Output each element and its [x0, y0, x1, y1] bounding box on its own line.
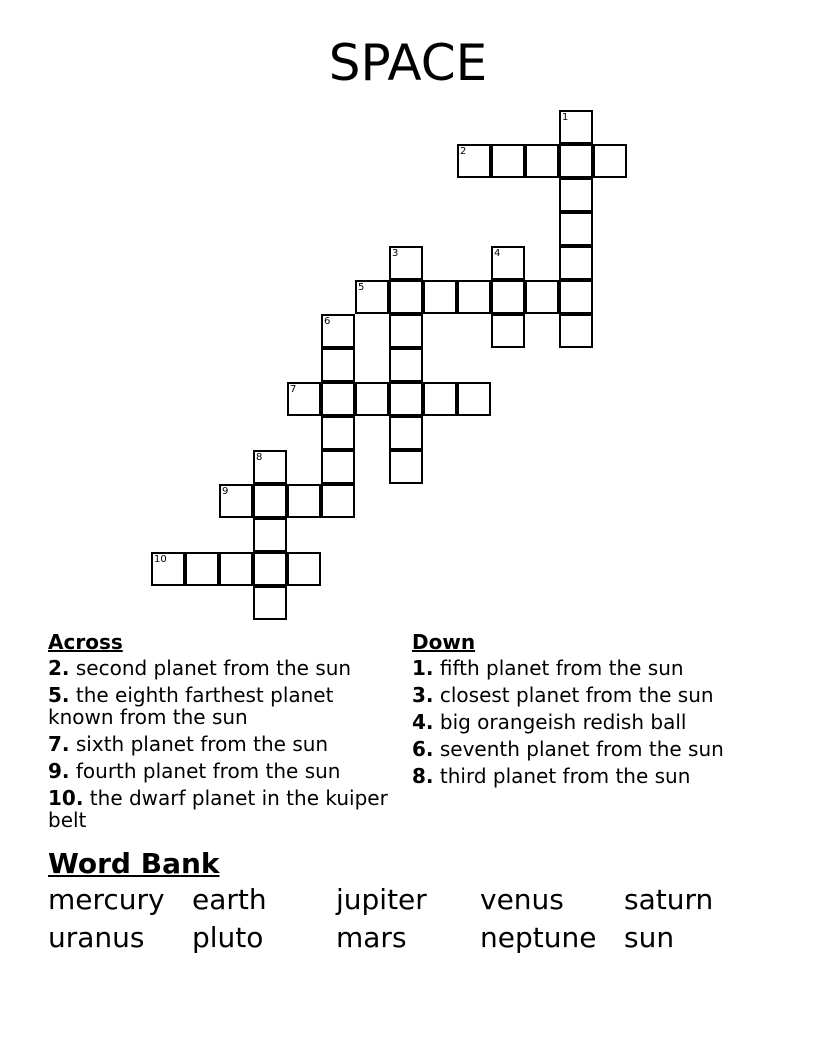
grid-cell[interactable] — [355, 382, 389, 416]
across-clue — [48, 760, 393, 782]
grid-cell[interactable] — [287, 484, 321, 518]
clue-number: 5. — [48, 683, 70, 707]
clue-number: 9. — [48, 759, 70, 783]
word-bank-word: jupiter — [336, 883, 427, 916]
down-clues — [412, 630, 757, 792]
puzzle-title: SPACE — [328, 34, 488, 92]
word-bank-word: venus — [480, 883, 564, 916]
down-clue — [412, 711, 757, 733]
grid-cell[interactable] — [321, 484, 355, 518]
clue-text: fifth planet from the sun — [439, 656, 684, 680]
grid-cell[interactable] — [321, 416, 355, 450]
clue-number: 2. — [48, 656, 70, 680]
word-bank-word: sun — [624, 921, 675, 954]
grid-cell[interactable] — [457, 280, 491, 314]
grid-cell[interactable] — [253, 484, 287, 518]
grid-cell[interactable] — [389, 314, 423, 348]
clue-text: the eighth farthest planet known from the sun — [48, 683, 334, 729]
grid-cell[interactable] — [457, 144, 491, 178]
grid-cell[interactable] — [287, 382, 321, 416]
grid-cell[interactable] — [253, 450, 287, 484]
clue-number: 4. — [412, 710, 434, 734]
cell-number: 7 — [290, 384, 297, 395]
grid-cell[interactable] — [185, 552, 219, 586]
word-bank-word: earth — [192, 883, 267, 916]
grid-cell[interactable] — [321, 348, 355, 382]
cell-number: 3 — [392, 248, 399, 259]
grid-cell[interactable] — [457, 382, 491, 416]
grid-cell[interactable] — [491, 144, 525, 178]
clue-text: the dwarf planet in the kuiper belt — [48, 786, 388, 832]
grid-cell[interactable] — [525, 144, 559, 178]
down-clue — [412, 657, 757, 679]
grid-cell[interactable] — [253, 586, 287, 620]
grid-cell[interactable] — [389, 416, 423, 450]
grid-cell[interactable] — [559, 246, 593, 280]
grid-cell[interactable] — [253, 552, 287, 586]
down-heading: Down — [412, 630, 476, 654]
clue-number: 10. — [48, 786, 84, 810]
grid-cell[interactable] — [321, 450, 355, 484]
across-heading: Across — [48, 630, 123, 654]
grid-cell[interactable] — [389, 450, 423, 484]
word-bank-word: neptune — [480, 921, 597, 954]
clue-text: third planet from the sun — [439, 764, 691, 788]
down-clue — [412, 738, 757, 760]
grid-cell[interactable] — [423, 280, 457, 314]
across-clue — [48, 657, 393, 679]
across-clue — [48, 684, 393, 728]
clue-number: 7. — [48, 732, 70, 756]
clue-number: 8. — [412, 764, 434, 788]
grid-cell[interactable] — [389, 382, 423, 416]
grid-cell[interactable] — [219, 484, 253, 518]
down-clue — [412, 765, 757, 787]
cell-number: 8 — [256, 452, 263, 463]
grid-cell[interactable] — [491, 314, 525, 348]
grid-cell[interactable] — [389, 246, 423, 280]
word-bank-word: saturn — [624, 883, 714, 916]
word-bank-word: uranus — [48, 921, 145, 954]
clue-number: 3. — [412, 683, 434, 707]
grid-cell[interactable] — [321, 382, 355, 416]
cell-number: 4 — [494, 248, 501, 259]
grid-cell[interactable] — [559, 178, 593, 212]
cell-number: 6 — [324, 316, 331, 327]
grid-cell[interactable] — [593, 144, 627, 178]
cell-number: 10 — [154, 554, 167, 565]
across-clue — [48, 787, 393, 831]
grid-cell[interactable] — [219, 552, 253, 586]
across-clues — [48, 630, 393, 836]
cell-number: 1 — [562, 112, 569, 123]
grid-cell[interactable] — [491, 280, 525, 314]
grid-cell[interactable] — [389, 348, 423, 382]
word-bank-word: mars — [336, 921, 407, 954]
across-clue — [48, 733, 393, 755]
grid-cell[interactable] — [423, 382, 457, 416]
clue-text: fourth planet from the sun — [75, 759, 341, 783]
grid-cell[interactable] — [525, 280, 559, 314]
clue-text: big orangeish redish ball — [439, 710, 687, 734]
grid-cell[interactable] — [559, 212, 593, 246]
grid-cell[interactable] — [559, 314, 593, 348]
grid-cell[interactable] — [559, 110, 593, 144]
word-bank-word: pluto — [192, 921, 264, 954]
clue-number: 1. — [412, 656, 434, 680]
grid-cell[interactable] — [491, 246, 525, 280]
cell-number: 2 — [460, 146, 467, 157]
clue-text: seventh planet from the sun — [439, 737, 724, 761]
grid-cell[interactable] — [559, 144, 593, 178]
grid-cell[interactable] — [355, 280, 389, 314]
grid-cell[interactable] — [559, 280, 593, 314]
word-bank-word: mercury — [48, 883, 165, 916]
clue-number: 6. — [412, 737, 434, 761]
grid-cell[interactable] — [321, 314, 355, 348]
grid-cell[interactable] — [287, 552, 321, 586]
clue-text: closest planet from the sun — [439, 683, 714, 707]
cell-number: 9 — [222, 486, 229, 497]
grid-cell[interactable] — [253, 518, 287, 552]
word-bank-title: Word Bank — [48, 847, 220, 880]
clue-text: sixth planet from the sun — [75, 732, 329, 756]
grid-cell[interactable] — [389, 280, 423, 314]
clue-text: second planet from the sun — [75, 656, 352, 680]
cell-number: 5 — [358, 282, 365, 293]
grid-cell[interactable] — [151, 552, 185, 586]
down-clue — [412, 684, 757, 706]
